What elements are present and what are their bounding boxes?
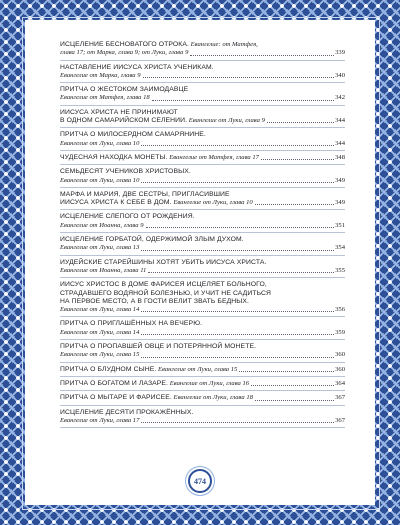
dot-leader [141,310,334,312]
table-of-contents [25,20,375,505]
entry-title: ИСЦЕЛЕНИЕ ДЕСЯТИ ПРОКАЖЁННЫХ. [60,408,194,416]
entry-page: 367 [335,416,345,424]
toc-entry [60,278,345,317]
entry-source: Евангелие от Луки, глава 15 [60,351,140,359]
dot-leader [152,99,334,101]
dot-leader [267,121,334,123]
entry-source: Евангелие от Луки, глава 15 [157,365,238,373]
entry-title: ИУДЕЙСКИЕ СТАРЕЙШИНЫ ХОТЯТ УБИТЬ ИИСУСА ХРИСТА. [60,258,267,266]
entry-title: СТРАДАВШЕГО ВОДЯНОЙ БОЛЕЗНЬЮ, И УЧИТ НЕ САДИТЬСЯ [60,289,272,297]
dot-leader [143,76,335,78]
entry-source: Евангелие от Луки, глава 13 [60,244,140,252]
dot-leader [255,203,334,205]
entry-title: ПРИТЧА О БЛУДНОМ СЫНЕ. [60,365,157,373]
dot-leader [190,54,334,56]
page-number: 474 [194,476,206,486]
toc-entry [60,363,345,377]
entry-source: Евангелие от Иоанна, глава 9 [60,221,144,229]
entry-title: ИИСУСА ХРИСТА НЕ ПРИНИМАЮТ [60,108,178,116]
entry-title: ПРИТЧА О БОГАТОМ И ЛАЗАРЕ. [60,379,169,387]
entry-title: ИСЦЕЛЕНИЕ ГОРБАТОЙ, ОДЕРЖИМОЙ ЗЛЫМ ДУХОМ. [60,236,244,244]
entry-title: МАРФА И МАРИЯ, ДВЕ СЕСТРЫ, ПРИГЛАСИВШИЕ [60,190,230,198]
toc-entry [60,391,345,405]
entry-title: ПРИТЧА О ПРИГЛАШЁННЫХ НА ВЕЧЕРЮ. [60,320,203,328]
entry-page: 364 [335,379,345,387]
toc-entry [60,233,345,256]
entry-source: Евангелие от Луки, глава 17 [60,416,140,424]
dot-leader [261,158,334,160]
toc-entry [60,38,345,61]
entry-page: 351 [335,221,345,229]
entry-source: Евангелие: от Матфея, [190,41,258,48]
entry-page: 355 [335,266,345,274]
entry-page: 344 [335,117,345,125]
entry-title: ЧУДЕСНАЯ НАХОДКА МОНЕТЫ. [60,153,168,161]
entry-source: Евангелие от Луки, глава 9 [188,117,265,125]
entry-page: 360 [335,351,345,359]
entry-page: 339 [335,49,345,57]
entry-page: 359 [335,328,345,336]
entry-title: В ОДНОМ САМАРИЙСКОМ СЕЛЕНИИ. [60,117,188,125]
dot-leader [251,384,334,386]
entry-page: 356 [335,306,345,314]
entry-source: Евангелие от Матфея, глава 18 [60,94,150,102]
dot-leader [146,226,335,228]
toc-entry [60,61,345,84]
entry-title: ПРИТЧА О МЫТАРЕ И ФАРИСЕЕ. [60,394,172,402]
entry-source: Евангелие от Луки, глава 10 [60,176,140,184]
entry-title: ИИСУС ХРИСТОС В ДОМЕ ФАРИСЕЯ ИСЦЕЛЯЕТ БОЛЬНОГО, [60,281,267,289]
toc-entry [60,128,345,151]
entry-page: 360 [335,365,345,373]
toc-entry [60,256,345,279]
page-number-medallion [187,468,213,494]
toc-entry [60,406,345,429]
entry-source: Евангелие от Луки, глава 14 [60,328,140,336]
entry-page: 342 [335,94,345,102]
toc-entry [60,317,345,340]
toc-entry [60,340,345,363]
entry-page: 354 [335,244,345,252]
entry-title: НАСТАВЛЕНИЕ ИИСУСА ХРИСТА УЧЕНИКАМ. [60,63,214,71]
entry-source: Евангелие от Луки, глава 14 [60,306,140,314]
entry-page: 349 [335,176,345,184]
entry-title: ИСЦЕЛЕНИЕ БЕСНОВАТОГО ОТРОКА. [60,41,189,48]
entry-source: Евангелие от Луки, глава 18 [173,394,253,402]
toc-entry [60,106,345,129]
dot-leader [141,144,334,146]
entry-title: ИСЦЕЛЕНИЕ СЛЕПОГО ОТ РОЖДЕНИЯ. [60,213,195,221]
dot-leader [239,370,334,372]
toc-entry [60,165,345,188]
entry-source: Евангелие от Матфея, глава 17 [169,153,259,161]
entry-source: Евангелие от Марка, глава 9 [60,71,141,79]
toc-entry [60,83,345,106]
entry-title: СЕМЬДЕСЯТ УЧЕНИКОВ ХРИСТОВЫХ. [60,168,191,176]
toc-entry [60,377,345,391]
entry-title: ПРИТЧА О ПРОПАВШЕЙ ОВЦЕ И ПОТЕРЯННОЙ МОНЕТЕ. [60,343,257,351]
entry-source: Евангелие от Луки, глава 10 [60,139,140,147]
entry-title: ИИСУСА ХРИСТА К СЕБЕ В ДОМ. [60,199,172,207]
entry-source: глава 17; от Марка, глава 9; от Луки, глава 9 [60,49,189,57]
entry-page: 367 [335,394,345,402]
dot-leader [148,271,334,273]
entry-page: 340 [335,71,345,79]
toc-entry [60,151,345,165]
entry-page: 348 [335,153,345,161]
toc-entry [60,188,345,211]
dot-leader [255,399,334,401]
entry-source: Евангелие от Луки, глава 10 [173,199,253,207]
dot-leader [141,356,334,358]
entry-title: ПРИТЧА О МИЛОСЕРДНОМ САМАРЯНИНЕ. [60,131,206,139]
dot-leader [141,333,334,335]
entry-source: Евангелие от Луки, глава 16 [169,379,250,387]
entry-title: ПРИТЧА О ЖЕСТОКОМ ЗАИМОДАВЦЕ [60,86,189,94]
entry-source: Евангелие от Иоанна, глава 11 [60,266,147,274]
dot-leader [141,421,334,423]
toc-entry [60,210,345,233]
entry-title: НА ПЕРВОЕ МЕСТО, А В ГОСТИ ВЕЛИТ ЗВАТЬ БЕДНЫХ. [60,297,250,305]
dot-leader [141,249,334,251]
entry-page: 344 [335,139,345,147]
dot-leader [141,181,334,183]
entry-page: 349 [335,199,345,207]
